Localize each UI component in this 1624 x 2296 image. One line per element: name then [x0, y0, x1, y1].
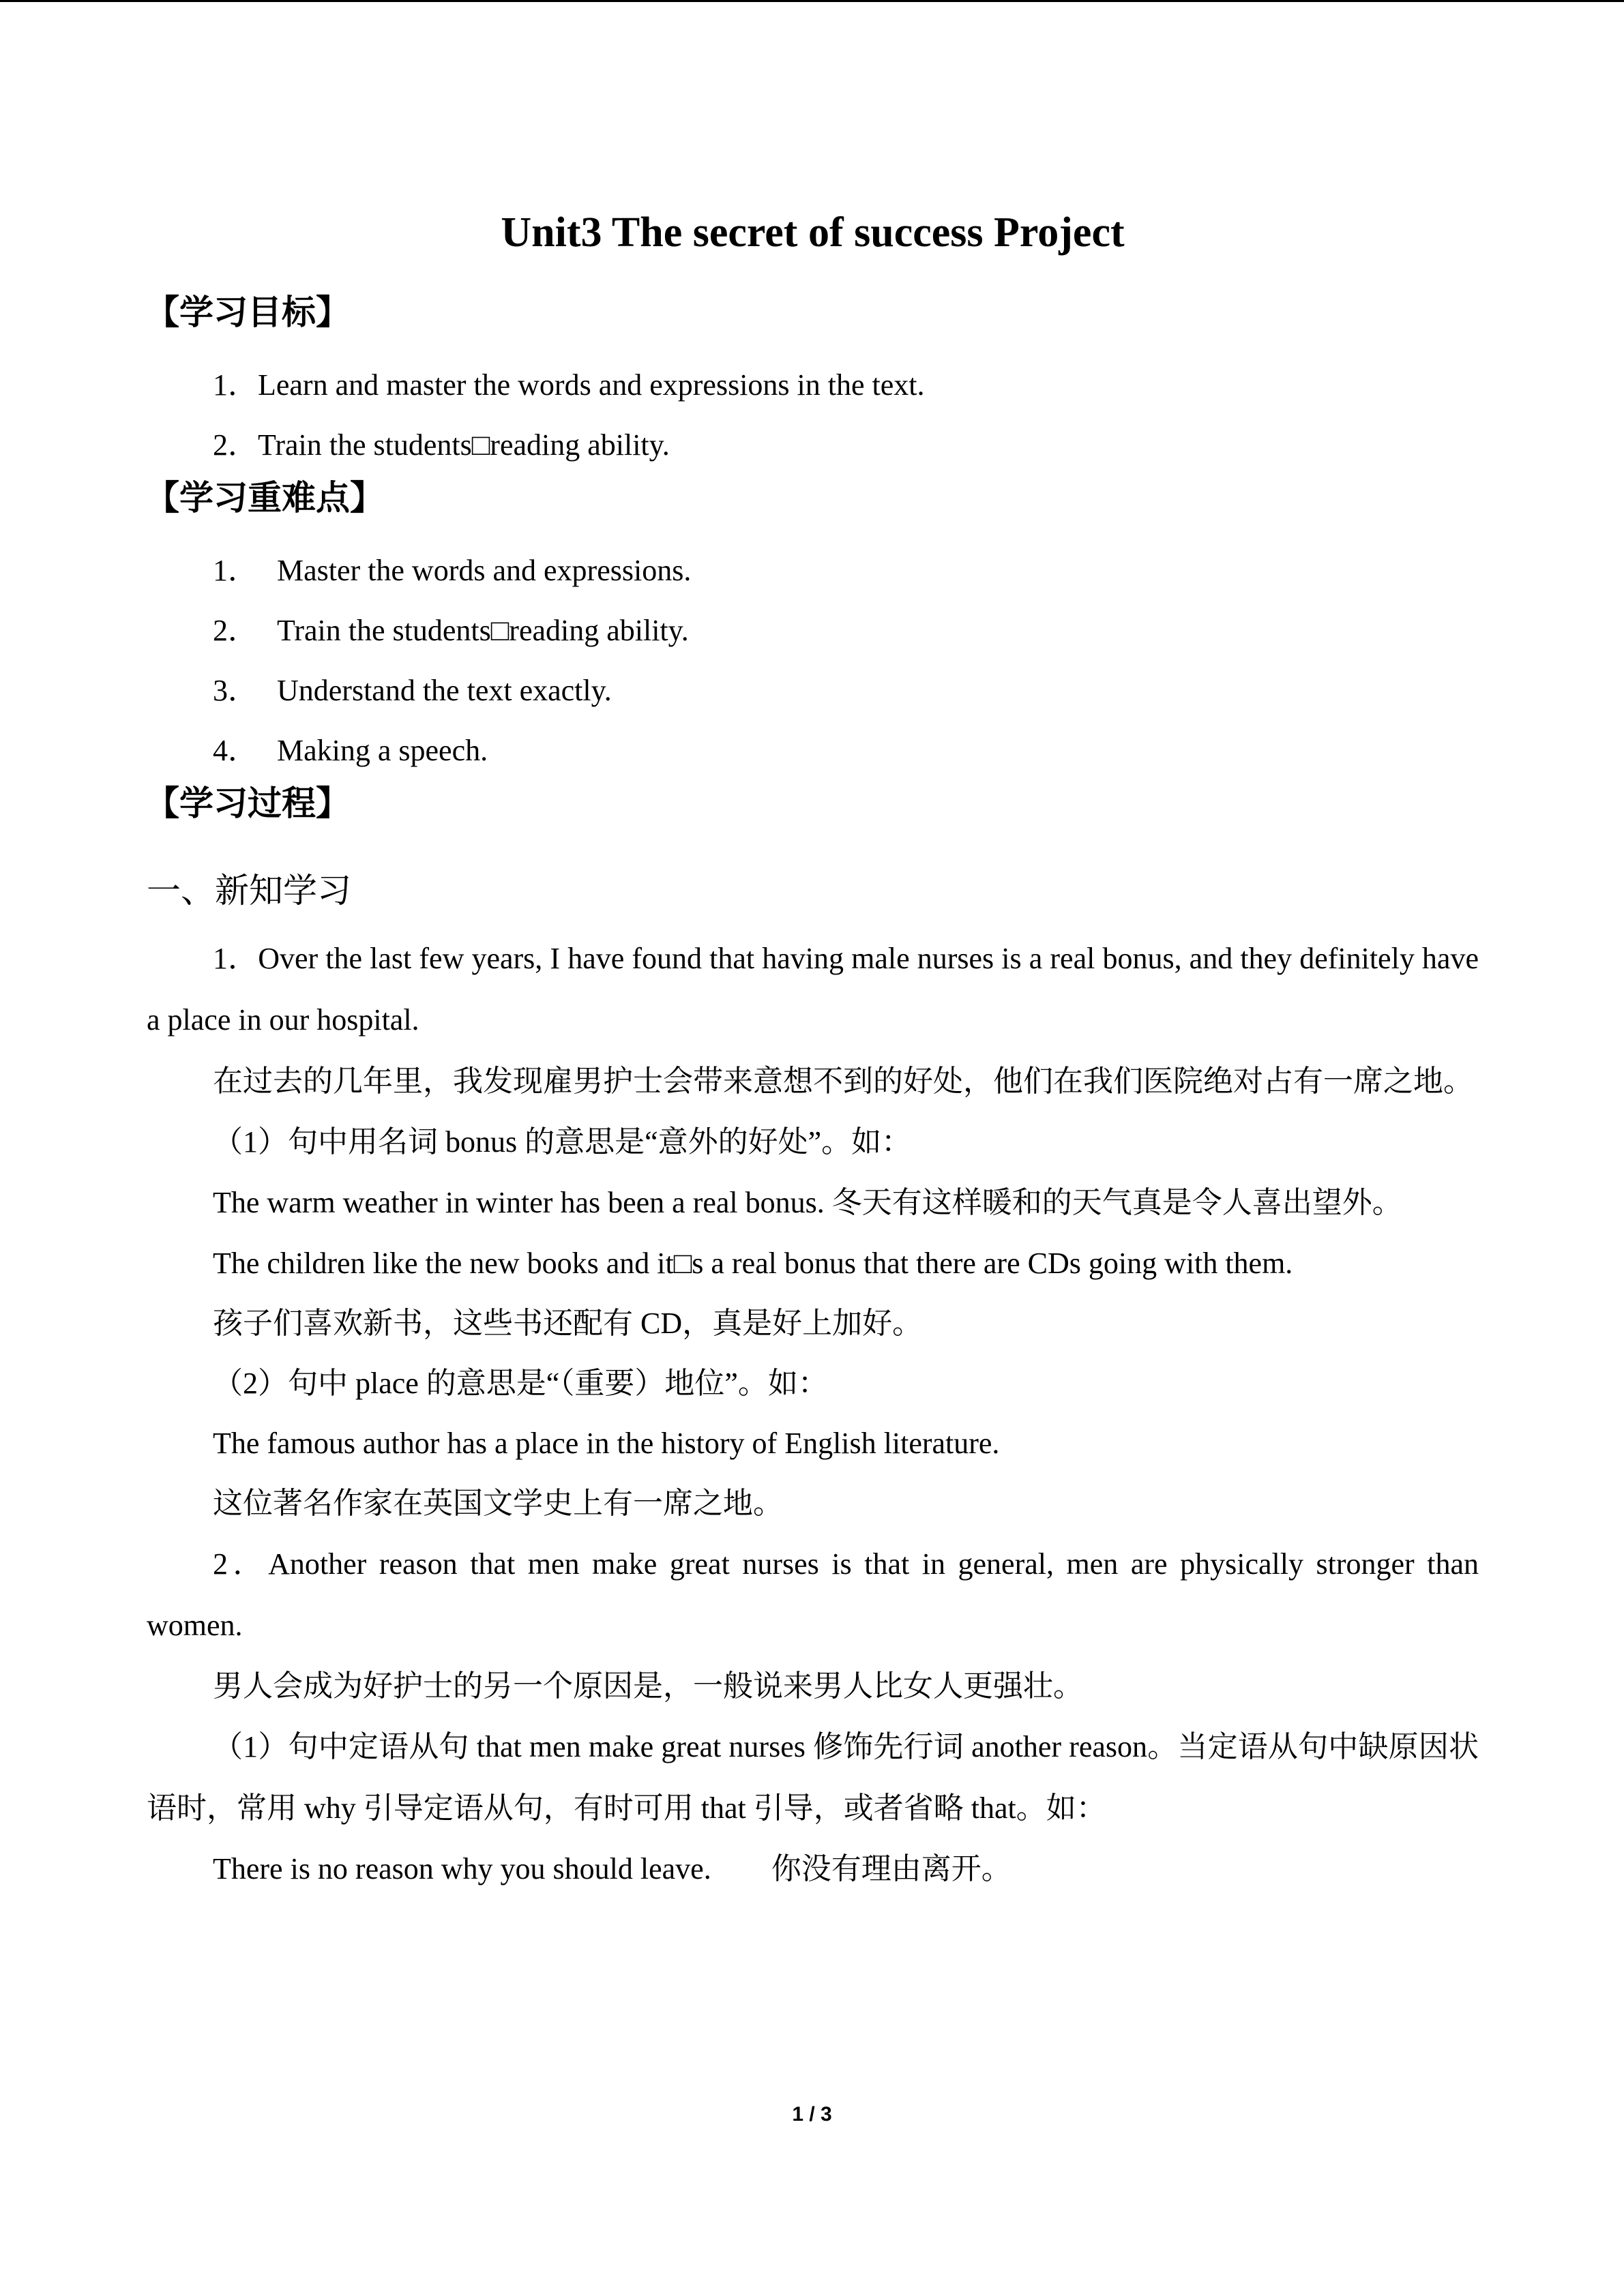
item2-example-1: There is no reason why you should leave. 你没有理由离开。: [213, 1852, 1012, 1885]
item1-note-bonus: （1）句中用名词 bonus 的意思是“意外的好处”。如：: [213, 1125, 912, 1159]
key-points-list: [147, 541, 1479, 781]
item1-note-place: （2）句中 place 的意思是“（重要）地位”。如：: [213, 1367, 828, 1400]
key-point-text: Making a speech.: [277, 734, 488, 767]
key-point-item: [147, 721, 1479, 781]
key-point-item: [147, 661, 1479, 721]
objectives-heading: 【学习目标】: [145, 293, 350, 332]
objectives-list: [147, 355, 1479, 475]
study-content: [147, 928, 1479, 1899]
key-point-text: Train the students□reading ability.: [277, 614, 689, 647]
page-number: 1 / 3: [792, 2103, 832, 2126]
item1-example-3-zh: 这位著名作家在英国文学史上有一席之地。: [213, 1487, 783, 1520]
key-point-number: 1．: [213, 554, 258, 587]
key-point-number: 2．: [213, 614, 258, 647]
item1-sentence: 1．Over the last few years, I have found that having male nurses is a real bonus, and they definitely have a place in our hospital.: [147, 942, 1479, 1037]
objective-item-2: 2．Train the students□reading ability.: [213, 428, 670, 462]
key-points-heading: 【学习重难点】: [145, 478, 384, 518]
item2-translation: 男人会成为好护士的另一个原因是，一般说来男人比女人更强壮。: [213, 1669, 1083, 1703]
item1-example-3-en: The famous author has a place in the history of English literature.: [213, 1427, 1000, 1460]
item1-example-2-en: The children like the new books and it□s a real bonus that there are CDs going with them.: [213, 1247, 1293, 1280]
top-border-line: [0, 0, 1624, 2]
key-point-text: Understand the text exactly.: [277, 674, 612, 707]
item2-sentence: 2．Another reason that men make great nurses is that in general, men are physically stronger than women.: [147, 1547, 1479, 1642]
process-heading: 【学习过程】: [145, 784, 350, 823]
objective-item-1: 1．Learn and master the words and expressions in the text.: [213, 368, 925, 402]
new-knowledge-heading: 一、新知学习: [147, 871, 351, 910]
key-point-number: 3．: [213, 674, 258, 707]
item2-note-clause: （1）句中定语从句 that men make great nurses 修饰先行词 another reason。当定语从句中缺原因状语时，常用 why 引导定语从句，有时可用 that 引导，或者省略 that。如：: [147, 1730, 1479, 1825]
key-point-item: [147, 601, 1479, 661]
key-point-text: Master the words and expressions.: [277, 554, 692, 587]
item1-example-2-zh: 孩子们喜欢新书，这些书还配有 CD，真是好上加好。: [213, 1307, 923, 1340]
document-page: [147, 205, 1479, 1899]
key-point-number: 4．: [213, 734, 258, 767]
page-title: Unit3 The secret of success Project: [501, 209, 1125, 256]
item1-translation: 在过去的几年里，我发现雇男护士会带来意想不到的好处，他们在我们医院绝对占有一席之地。: [213, 1064, 1473, 1098]
key-point-item: [147, 541, 1479, 601]
item1-example-1: The warm weather in winter has been a real bonus. 冬天有这样暖和的天气真是令人喜出望外。: [213, 1186, 1402, 1219]
